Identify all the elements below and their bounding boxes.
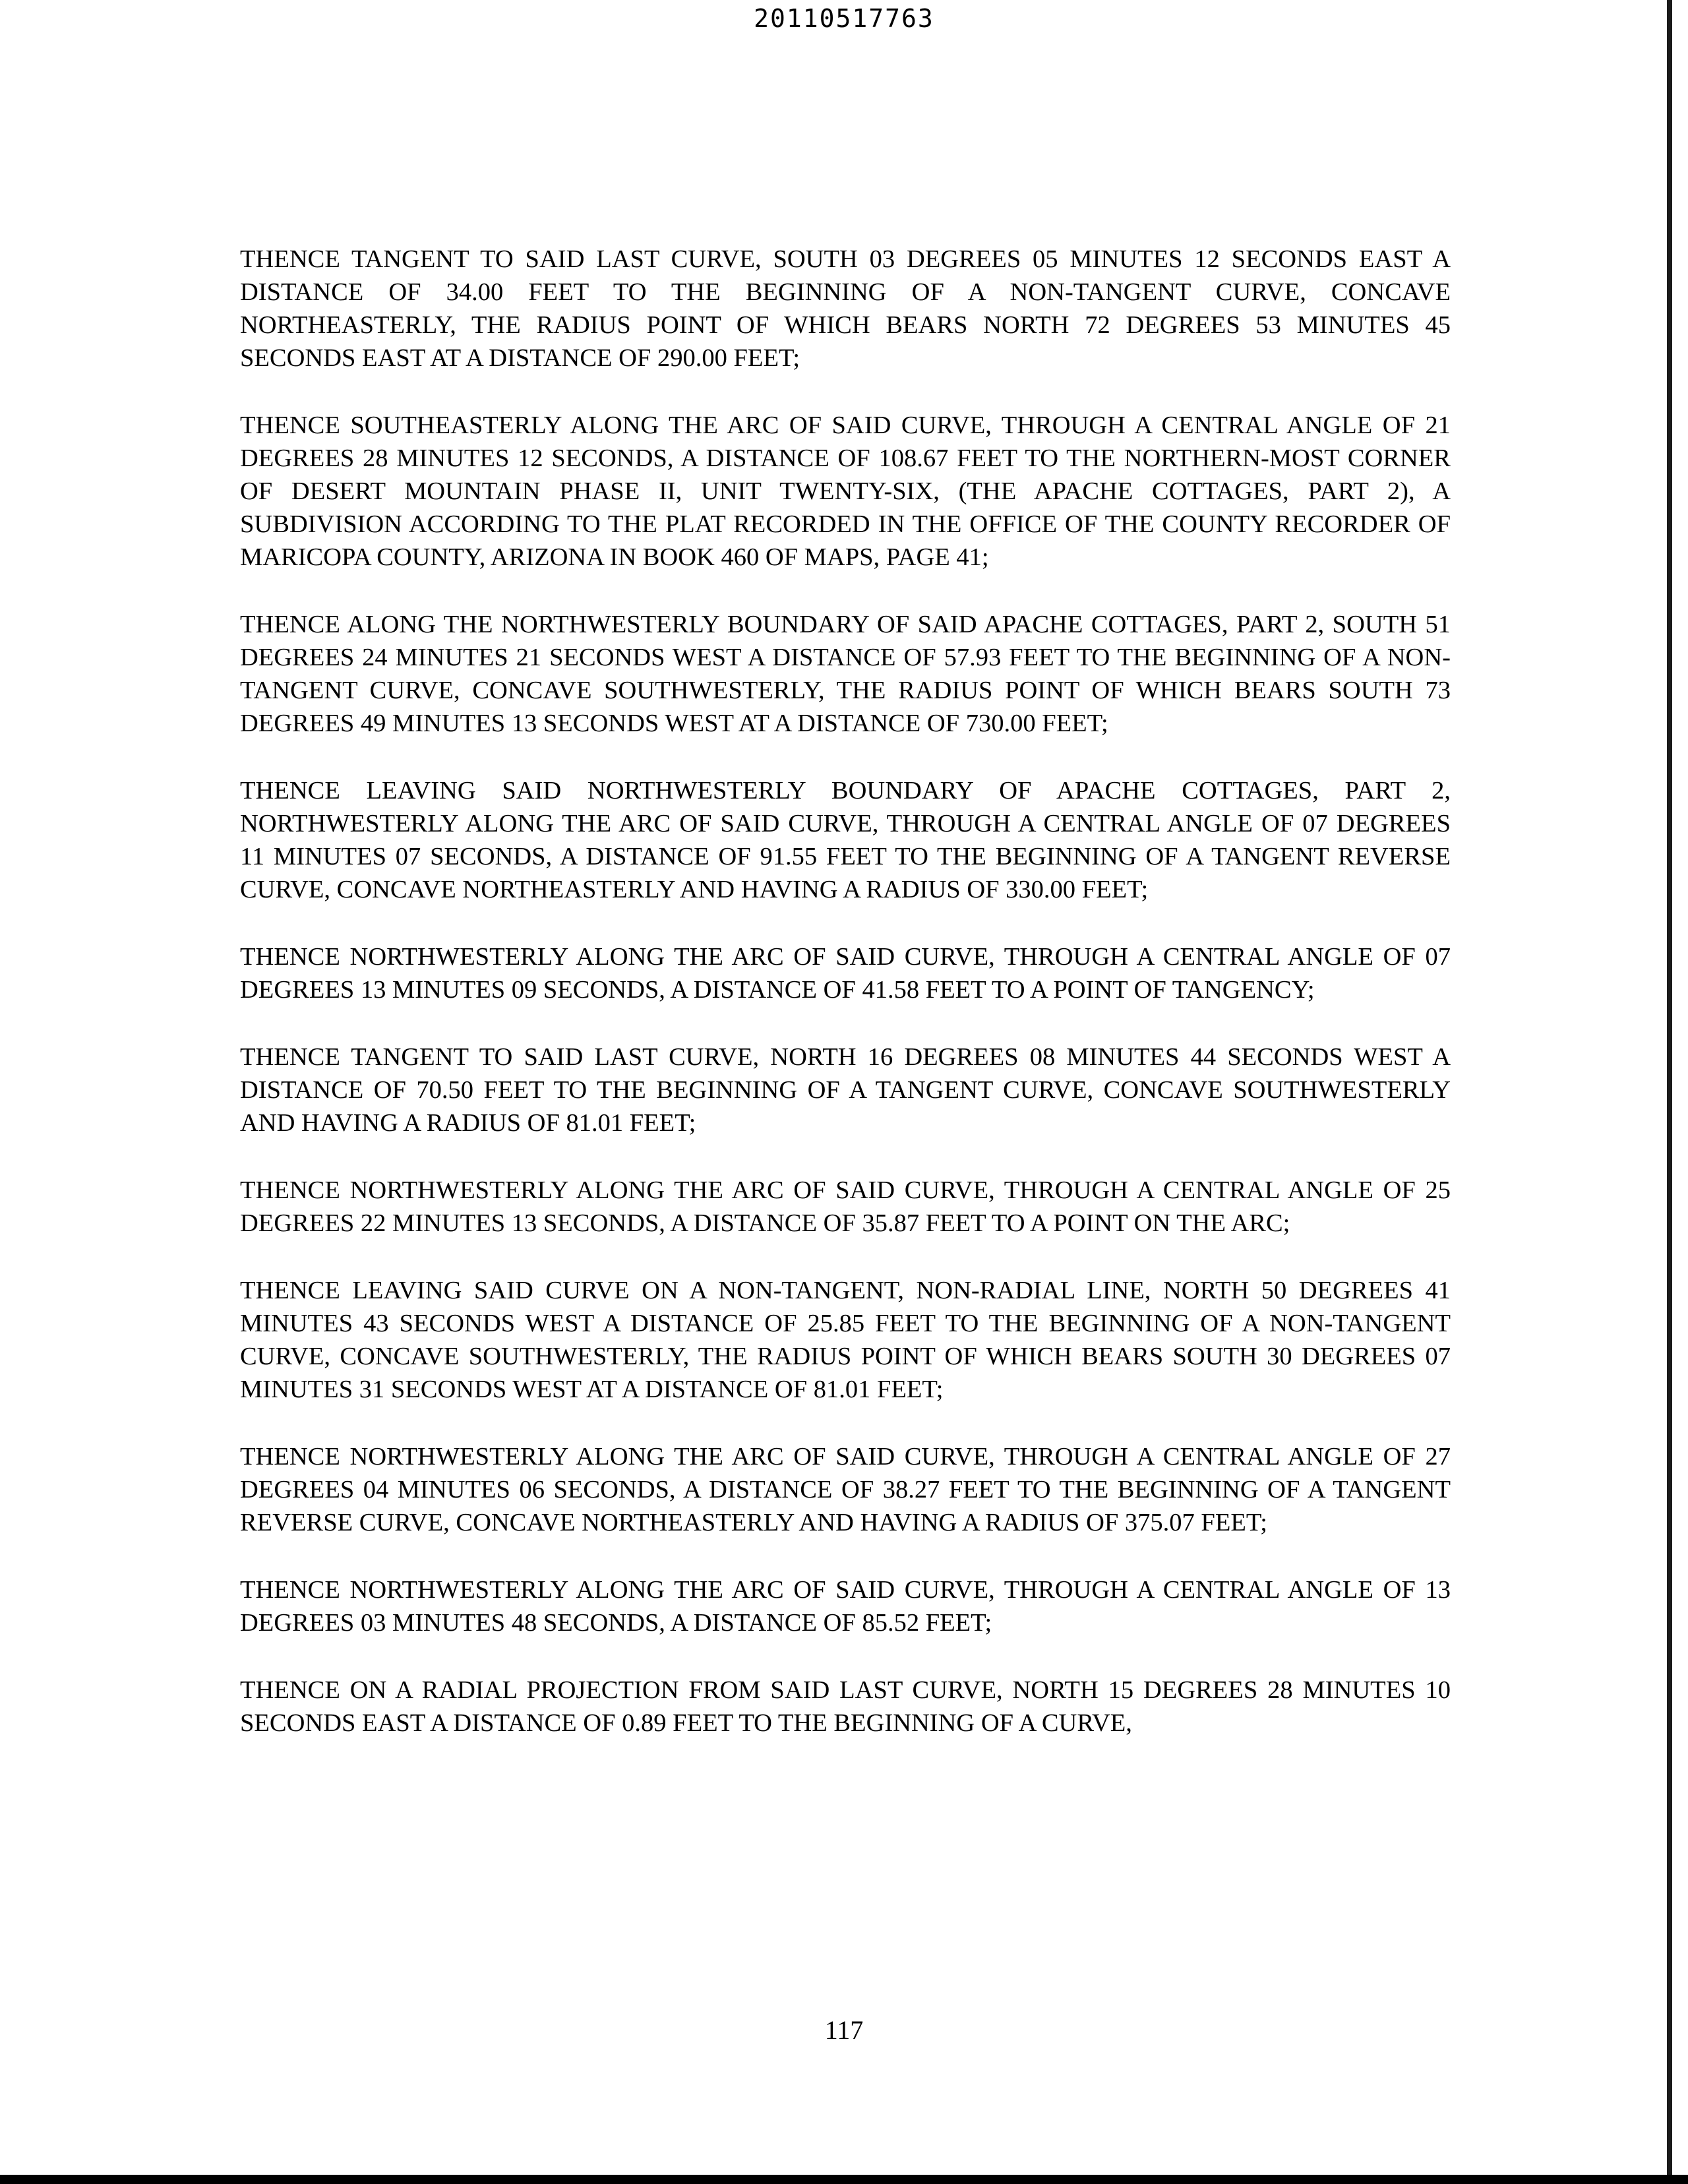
paragraph-1: THENCE TANGENT TO SAID LAST CURVE, SOUTH 03 DEGREES 05 MINUTES 12 SECONDS EAST A DISTANCE OF 34.00 FEET TO THE BEGINNING OF A NON-TANGENT CURVE, CONCAVE NORTHEASTERLY, THE RADIUS POINT OF WHICH BEARS NORTH 72 DEGREES 53 MINUTES 45 SECONDS EAST AT A DISTANCE OF 290.00 FEET; (240, 245, 1451, 372)
scan-right-border (1667, 0, 1672, 2180)
paragraph-2: THENCE SOUTHEASTERLY ALONG THE ARC OF SAID CURVE, THROUGH A CENTRAL ANGLE OF 21 DEGREES 28 MINUTES 12 SECONDS, A DISTANCE OF 108.67 FEET TO THE NORTHERN-MOST CORNER OF DESERT MOUNTAIN PHASE II, UNIT TWENTY-SIX, (THE APACHE COTTAGES, PART 2), A SUBDIVISION ACCORDING TO THE PLAT RECORDED IN THE OFFICE OF THE COUNTY RECORDER OF MARICOPA COUNTY, ARIZONA IN BOOK 460 OF MAPS, PAGE 41; (240, 411, 1451, 571)
legal-description-body (240, 243, 1451, 1774)
paragraph-5: THENCE NORTHWESTERLY ALONG THE ARC OF SAID CURVE, THROUGH A CENTRAL ANGLE OF 07 DEGREES 13 MINUTES 09 SECONDS, A DISTANCE OF 41.58 FEET TO A POINT OF TANGENCY; (240, 943, 1451, 1004)
paragraph-8: THENCE LEAVING SAID CURVE ON A NON-TANGENT, NON-RADIAL LINE, NORTH 50 DEGREES 41 MINUTES 43 SECONDS WEST A DISTANCE OF 25.85 FEET TO THE BEGINNING OF A NON-TANGENT CURVE, CONCAVE SOUTHWESTERLY, THE RADIUS POINT OF WHICH BEARS SOUTH 30 DEGREES 07 MINUTES 31 SECONDS WEST AT A DISTANCE OF 81.01 FEET; (240, 1277, 1451, 1403)
paragraph-11: THENCE ON A RADIAL PROJECTION FROM SAID LAST CURVE, NORTH 15 DEGREES 28 MINUTES 10 SECONDS EAST A DISTANCE OF 0.89 FEET TO THE BEGINNING OF A CURVE, (240, 1676, 1451, 1737)
paragraph-7: THENCE NORTHWESTERLY ALONG THE ARC OF SAID CURVE, THROUGH A CENTRAL ANGLE OF 25 DEGREES 22 MINUTES 13 SECONDS, A DISTANCE OF 35.87 FEET TO A POINT ON THE ARC; (240, 1176, 1451, 1237)
paragraph-4: THENCE LEAVING SAID NORTHWESTERLY BOUNDARY OF APACHE COTTAGES, PART 2, NORTHWESTERLY ALONG THE ARC OF SAID CURVE, THROUGH A CENTRAL ANGLE OF 07 DEGREES 11 MINUTES 07 SECONDS, A DISTANCE OF 91.55 FEET TO THE BEGINNING OF A TANGENT REVERSE CURVE, CONCAVE NORTHEASTERLY AND HAVING A RADIUS OF 330.00 FEET; (240, 777, 1451, 903)
scan-bottom-border (0, 2175, 1688, 2184)
paragraph-6: THENCE TANGENT TO SAID LAST CURVE, NORTH 16 DEGREES 08 MINUTES 44 SECONDS WEST A DISTANCE OF 70.50 FEET TO THE BEGINNING OF A TANGENT CURVE, CONCAVE SOUTHWESTERLY AND HAVING A RADIUS OF 81.01 FEET; (240, 1043, 1451, 1137)
paragraph-10: THENCE NORTHWESTERLY ALONG THE ARC OF SAID CURVE, THROUGH A CENTRAL ANGLE OF 13 DEGREES 03 MINUTES 48 SECONDS, A DISTANCE OF 85.52 FEET; (240, 1576, 1451, 1637)
paragraph-3: THENCE ALONG THE NORTHWESTERLY BOUNDARY OF SAID APACHE COTTAGES, PART 2, SOUTH 51 DEGREES 24 MINUTES 21 SECONDS WEST A DISTANCE OF 57.93 FEET TO THE BEGINNING OF A NON-TANGENT CURVE, CONCAVE SOUTHWESTERLY, THE RADIUS POINT OF WHICH BEARS SOUTH 73 DEGREES 49 MINUTES 13 SECONDS WEST AT A DISTANCE OF 730.00 FEET; (240, 611, 1451, 737)
document-number: 20110517763 (754, 4, 934, 33)
paragraph-9: THENCE NORTHWESTERLY ALONG THE ARC OF SAID CURVE, THROUGH A CENTRAL ANGLE OF 27 DEGREES 04 MINUTES 06 SECONDS, A DISTANCE OF 38.27 FEET TO THE BEGINNING OF A TANGENT REVERSE CURVE, CONCAVE NORTHEASTERLY AND HAVING A RADIUS OF 375.07 FEET; (240, 1443, 1451, 1536)
page-number: 117 (824, 2015, 864, 2045)
